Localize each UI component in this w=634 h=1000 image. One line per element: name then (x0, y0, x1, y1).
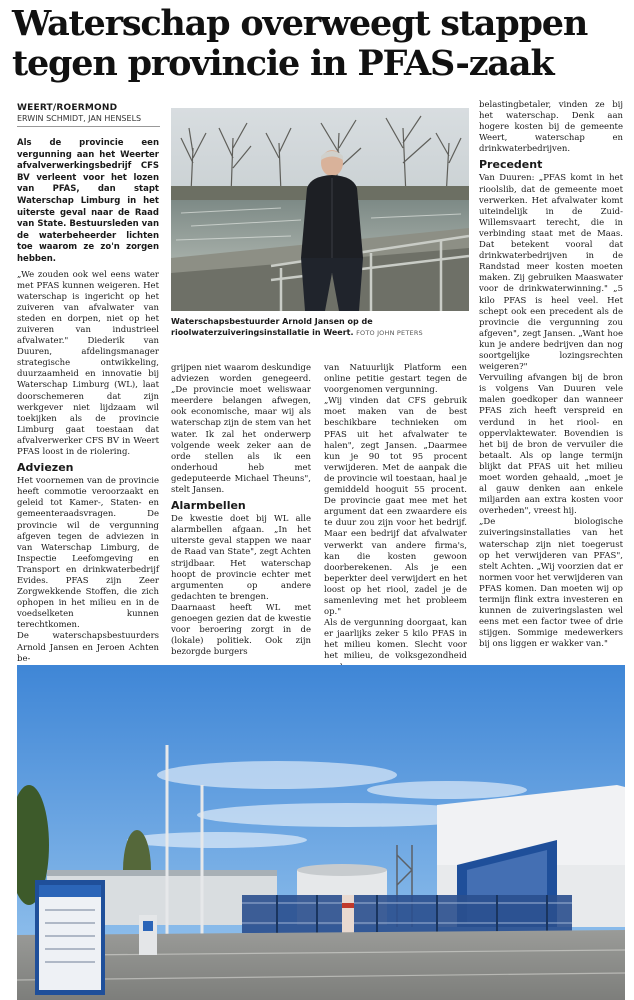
paragraph: Het voornemen van de provincie heeft commotie veroorzaakt en geleid tot Kamer-, Staten- en gemeenteraadsvragen. De provincie wil de vergunning afgeven tegen de adviezen in van Waterschap Limburg, de Inspectie Leefomgeving en Transport en drinkwaterbedrijf Evides. PFAS zijn Zeer Zorgwekkende Stoffen, die zich ophopen in het milieu en in de voedselketen kunnen terechtkomen. (17, 476, 159, 631)
paragraph: Vervuiling afvangen bij de bron is volgens Van Duuren vele malen goedkoper dan wanneer PFAS zich heeft verspreid en verdund in het riool- en oppervlaktewater. Bovendien is het bij de bron de vervuiler die betaalt. Als op lange termijn blijkt dat PFAS uit het milieu moet worden gehaald, „moet je al gauw denken aan enkele miljarden aan extra kosten voor overheden", vreest hij. (479, 373, 623, 517)
paragraph: Als de vergunning doorgaat, kan er jaarlijks zeker 5 kilo PFAS in het milieu komen. Slecht voor het milieu, de volksgezondheid (324, 618, 467, 662)
article-column-4 (479, 100, 623, 651)
byline (17, 103, 160, 127)
headline-line-1: Waterschap overweegt stappen (12, 3, 588, 44)
paragraph: Daarnaast heeft WL met genoegen gezien dat de kwestie voor beroering zorgt in de (lokale) politiek. Ook zijn bezorgde burgers (171, 602, 311, 658)
article-lead: Als de provincie een vergunning aan het Weerter afvalverwerkingsbedrijf CFS BV verleent voor het lozen van PFAS, dan stapt Waterschap Limburg in het uiterste geval naar de Raad van State. Bestuursleden van de waterbeheerder lichten toe waarom ze zo'n zorgen hebben. (17, 138, 159, 264)
paragraph: „We zouden ook wel eens water met PFAS kunnen weigeren. Het waterschap is ingericht op het zuiveren van afvalwater van steden en dorpen, niet op het zuiveren van industrieel afvalwater." Diederik van Duuren, afdelingsmanager strategische ontwikkeling, duurzaamheid en innovatie bij Waterschap Limburg (WL), laat doorschemeren dat zijn werkgever niet lijdzaam wil toekijken als de provincie Limburg gaat toestaan dat afvalverwerker CFS BV in Weert PFAS loost in de riolering. (17, 269, 159, 458)
photo-cfs-entrance (17, 665, 625, 1000)
photo-jansen-rwzi (171, 108, 469, 311)
subheading-precedent: Precedent (479, 158, 543, 172)
article-column-1 (17, 138, 159, 665)
headline-line-2: tegen provincie in PFAS-zaak (12, 43, 554, 84)
article-column-2 (171, 363, 311, 658)
paragraph: De waterschapsbestuurders Arnold Jansen en Jeroen Achten be- (17, 631, 159, 664)
paragraph: van Natuurlijk Platform een online petitie gestart tegen de voorgenomen vergunning. (324, 363, 467, 396)
paragraph: De kwestie doet bij WL alle alarmbellen afgaan. „In het uiterste geval stappen we naar de Raad van State", zegt Achten strijdbaar. Het waterschap hoopt de provincie echter met argumenten op andere gedachten te brengen. (171, 514, 311, 602)
paragraph: belastingbetaler, vinden ze bij het waterschap. Denk aan hogere kosten bij de gemeente Weert, waterschap en drinkwaterbedrijven. (479, 100, 623, 155)
paragraph: „De biologische zuiveringsinstallaties van het waterschap zijn niet toegerust op het verwijderen van PFAS", stelt Achten. „Wij voorzien dat er normen voor het verwijderen van PFAS komen. Dan moeten wij op termijn flink extra investeren en kunnen de zuiveringslasten wel eens met een factor twee of drie stijgen. Sommige medewerkers bij ons liggen er wakker van." (479, 517, 623, 650)
article-headline (12, 4, 624, 84)
byline-authors: ERWIN SCHMIDT, JAN HENSELS (17, 114, 142, 123)
company-sign (35, 880, 105, 995)
photo-cfs-illustration (17, 665, 625, 1000)
photo-credit: FOTO JOHN PETERS (356, 328, 423, 337)
subheading-alarmbellen: Alarmbellen (171, 499, 246, 513)
photo-caption (171, 317, 471, 338)
photo-jansen-illustration (171, 108, 469, 311)
caption-text: Waterschapsbestuurder Arnold Jansen op de rioolwaterzuiveringsinstallatie in Weert. (171, 317, 373, 337)
article-column-3 (324, 363, 467, 674)
paragraph: grijpen niet waarom deskundige adviezen worden genegeerd. „De provincie moet weliswaar meerdere belangen afwegen, ook economische, maar wij als waterschap zijn de stem van het water. Ik zal het onderwerp volgende week zeker aan de orde stellen als ik een onderhoud heb met gedeputeerde Michael Theuns", stelt Jansen. (171, 363, 311, 496)
dateline-location: WEERT/ROERMOND (17, 103, 118, 113)
paragraph: Van Duuren: „PFAS komt in het rioolslib, dat de gemeente moet verwerken. Het afvalwater komt uiteindelijk in de Zuid-Willemsvaart terecht, die in verbinding staat met de Maas. Dat betekent vooral dat drinkwaterbedrijven in de Randstad meer kosten moeten maken. Zij gebruiken Maaswater voor de drinkwaterwinning." „5 kilo PFAS is heel veel. Het schept ook een precedent als de provincie die vergunning zou afgeven", zegt Jansen. „Want hoe kun je andere bedrijven dan nog soortgelijke lozingsrechten weigeren?" (479, 173, 623, 373)
paragraph: „Wij vinden dat CFS gebruik moet maken van de best beschikbare technieken om PFAS uit het afvalwater te halen", zegt Jansen. „Daarmee kun je 90 tot 95 procent verwijderen. Met de aanpak die de provincie wil toestaan, haal je gemiddeld hooguit 55 procent. De provincie gaat mee met het argument dat een zwaardere eis te duur zou zijn voor het bedrijf. Maar een bedrijf dat afvalwater verwerkt van andere firma's, kan die kosten gewoon doorberekenen. Als je een beperkter deel verwijdert en het loost op het riool, zadel je de samenleving met het probleem op." (324, 396, 467, 618)
subheading-adviezen: Adviezen (17, 461, 74, 475)
